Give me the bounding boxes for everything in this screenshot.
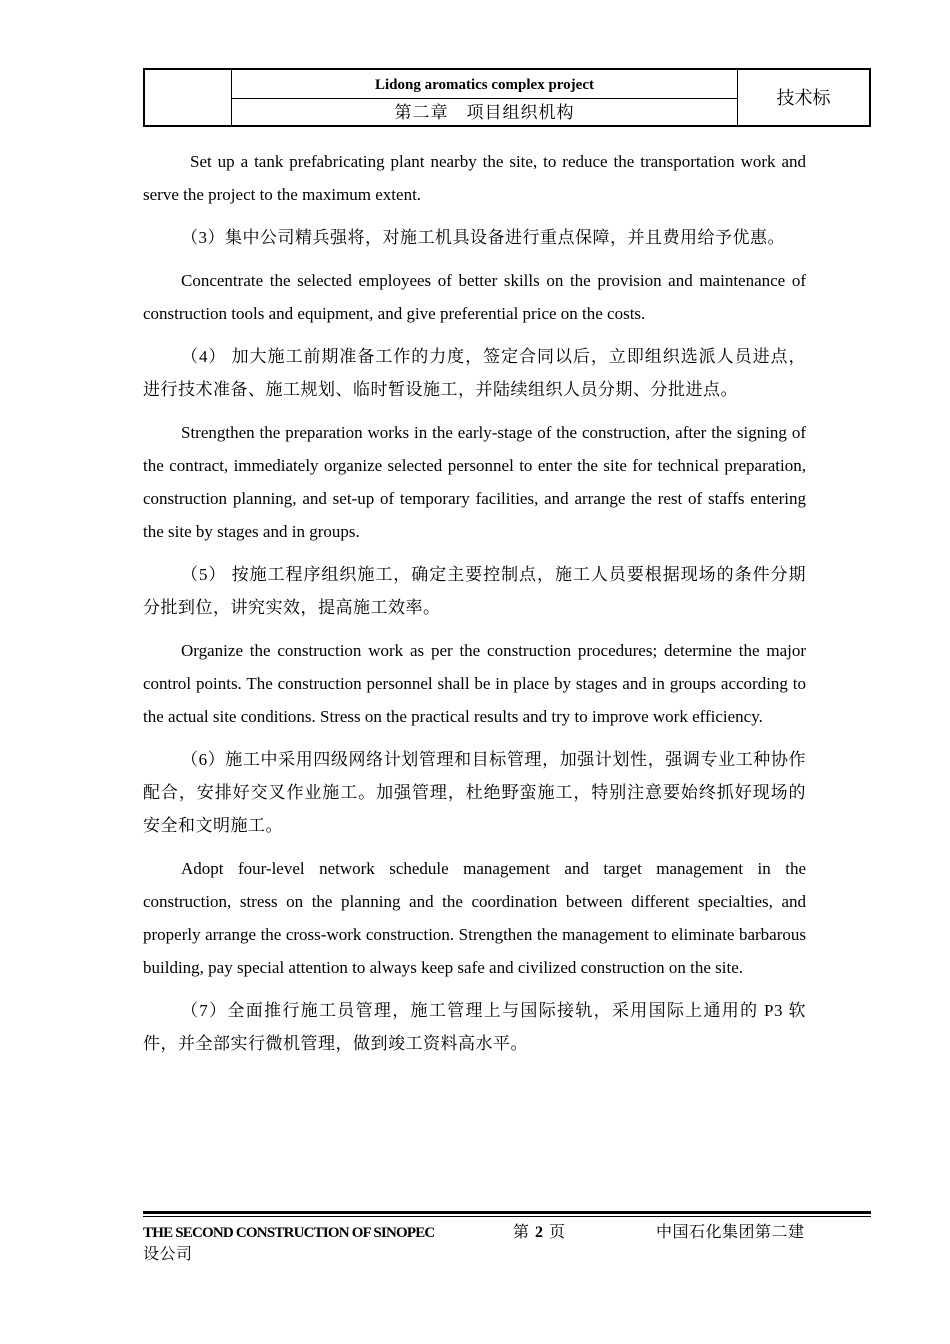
paragraph: （6）施工中采用四级网络计划管理和目标管理，加强计划性，强调专业工种协作配合，安排好交叉作业施工。加强管理，杜绝野蛮施工，特别注意要始终抓好现场的安全和文明施工。: [143, 750, 806, 835]
page-suffix: 页: [549, 1224, 566, 1241]
paragraph: （7）全面推行施工员管理，施工管理上与国际接轨，采用国际上通用的 P3 软件，并全部实行微机管理，做到竣工资料高水平。: [143, 1001, 806, 1053]
document-body: [143, 145, 806, 1070]
footer-company-en: THE SECOND CONSTRUCTION OF SINOPEC: [143, 1225, 435, 1241]
header-title-cell: [232, 70, 738, 125]
page-prefix: 第: [513, 1224, 530, 1241]
page-number-label: [513, 1222, 565, 1244]
page-number: 2: [535, 1224, 544, 1241]
footer-company-cn-wrap: 设公司: [143, 1246, 193, 1263]
paragraph: （5） 按施工程序组织施工，确定主要控制点，施工人员要根据现场的条件分期分批到位，讲究实效，提高施工效率。: [143, 565, 806, 617]
paragraph: （3）集中公司精兵强将，对施工机具设备进行重点保障，并且费用给予优惠。: [181, 228, 785, 247]
paragraph: Strengthen the preparation works in the early-stage of the construction, after the signing of the contract, immediately organize selected personnel to enter the site for technical preparation, construction planning, and set-up of temporary facilities, and arrange the rest of staffs entering the site by stages and in groups.: [143, 423, 806, 541]
paragraph: Organize the construction work as per the construction procedures; determine the major control points. The construction personnel shall be in place by stages and in groups according to the actual site conditions. Stress on the practical results and try to improve work efficiency.: [143, 641, 806, 726]
paragraph: （4） 加大施工前期准备工作的力度，签定合同以后，立即组织选派人员进点，进行技术准备、施工规划、临时暂设施工，并陆续组织人员分期、分批进点。: [143, 347, 806, 399]
header-table: [143, 68, 871, 127]
footer-divider: [143, 1211, 871, 1214]
bid-type-label: 技术标: [776, 88, 831, 108]
project-title: Lidong aromatics complex project: [232, 70, 737, 99]
paragraph: Set up a tank prefabricating plant nearby the site, to reduce the transportation work and serve the project to the maximum extent.: [143, 152, 806, 204]
chapter-title: 第二章 项目组织机构: [394, 103, 575, 122]
paragraph: Adopt four-level network schedule management and target management in the construction, stress on the planning and the coordination between different specialties, and properly arrange the cross-work construction. Strengthen the management to eliminate barbarous building, pay special attention to always keep safe and civilized construction on the site.: [143, 859, 806, 977]
header-logo-cell: [145, 70, 232, 125]
paragraph: Concentrate the selected employees of better skills on the provision and maintenance of construction tools and equipment, and give preferential price on the costs.: [143, 271, 806, 323]
footer-company-cn: 中国石化集团第二建: [656, 1224, 805, 1241]
